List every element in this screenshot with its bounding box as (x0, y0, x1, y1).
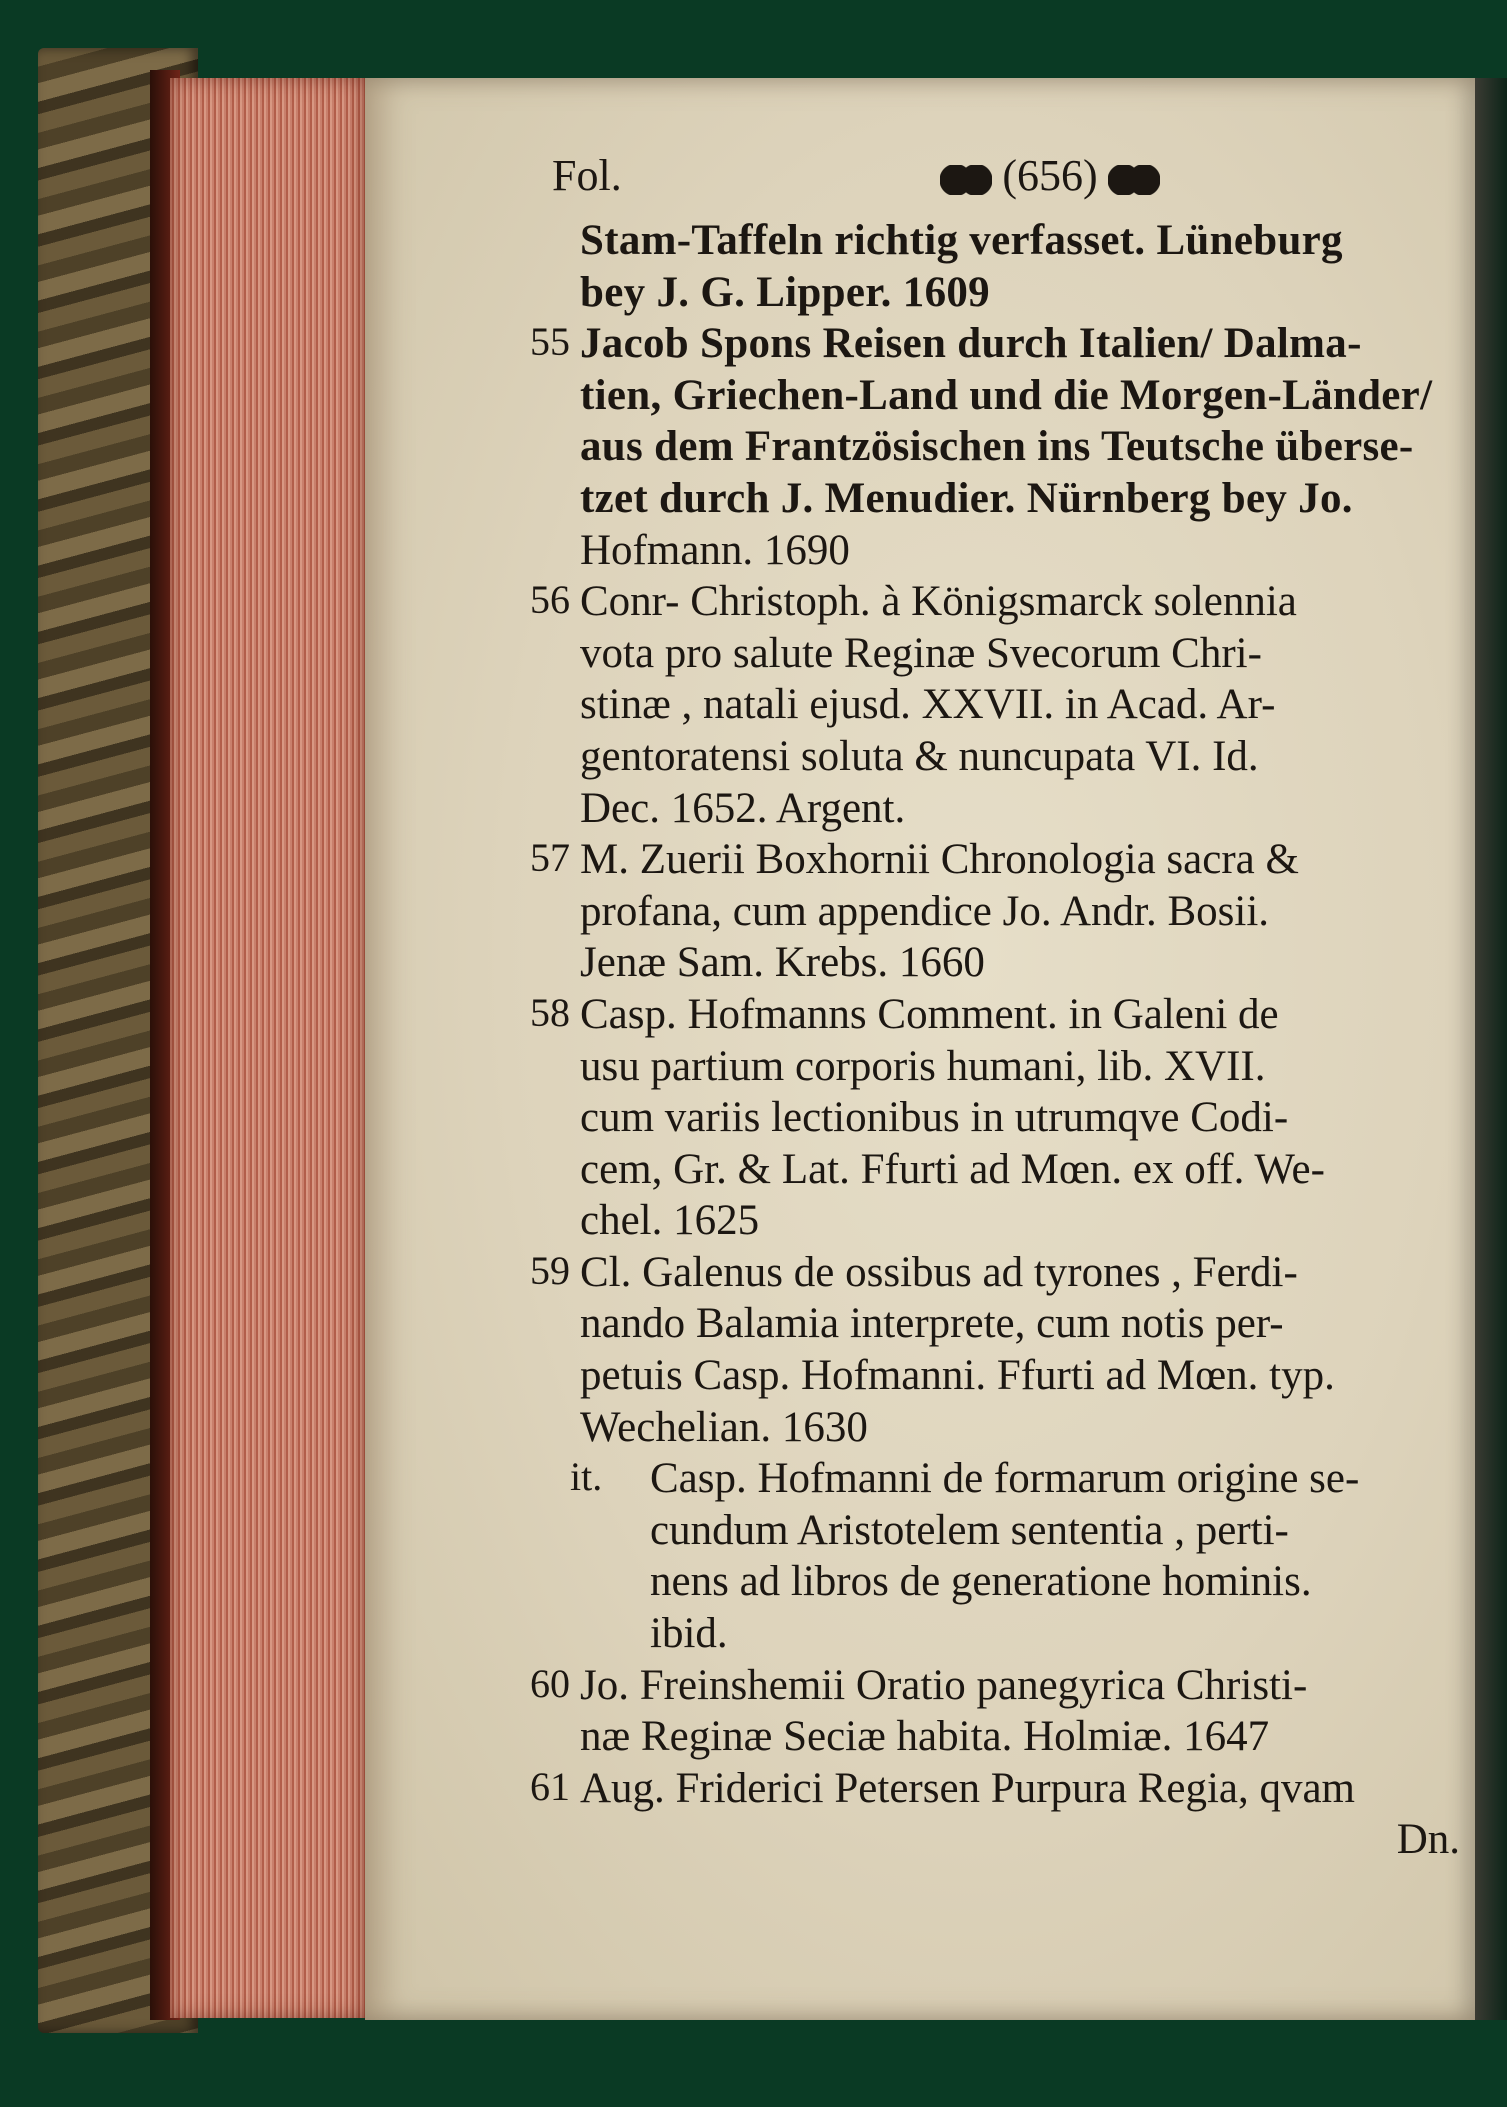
entry-line: cem, Gr. & Lat. Ffurti ad Mœn. ex off. We- (580, 1145, 1325, 1193)
entry-line: Hofmann. 1690 (580, 526, 850, 574)
entry-number: 60 (530, 1660, 570, 1706)
entry-line: Jacob Spons Reisen durch Italien/ Dalma- (580, 320, 1362, 368)
entry-line: profana, cum appendice Jo. Andr. Bosii. (580, 887, 1270, 935)
entry-number: it. (570, 1454, 603, 1500)
entry-number: 57 (530, 835, 570, 881)
entry-line: nando Balamia interprete, cum notis per- (580, 1300, 1284, 1348)
entry-line: Aug. Friderici Petersen Purpura Regia, qvam (580, 1764, 1356, 1812)
entry-line: usu partium corporis humani, lib. XVII. (580, 1042, 1266, 1090)
catalog-entry-continued (580, 215, 1480, 318)
catalog-entry-55 (530, 318, 1480, 576)
catalog-entry-58 (530, 989, 1480, 1247)
entry-line: Cl. Galenus de ossibus ad tyrones , Ferdi- (580, 1248, 1298, 1296)
catalog-text (530, 215, 1480, 1866)
entry-line: næ Reginæ Seciæ habita. Holmiæ. 1647 (580, 1713, 1270, 1761)
entry-line: ibid. (650, 1610, 728, 1658)
ornament-left-icon (940, 165, 992, 195)
entry-line: M. Zuerii Boxhornii Chronologia sacra & (580, 836, 1299, 884)
entry-line: petuis Casp. Hofmanni. Ffurti ad Mœn. typ. (580, 1352, 1335, 1400)
entry-number: 56 (530, 577, 570, 623)
entry-line: Conr- Christoph. à Königsmarck solennia (580, 578, 1297, 626)
catalog-entry-56 (530, 576, 1480, 834)
entry-line: Casp. Hofmanni de formarum origine se- (650, 1455, 1360, 1503)
entry-number: 55 (530, 319, 570, 365)
entry-number: 61 (530, 1763, 570, 1809)
catalog-entry-item (570, 1453, 1480, 1659)
catalog-entry-60 (530, 1660, 1480, 1763)
folio-label: Fol. (552, 151, 622, 200)
entry-number: 58 (530, 989, 570, 1035)
entry-line: nens ad libros de generatione hominis. (650, 1558, 1312, 1606)
running-header (0, 150, 1507, 210)
entry-line: bey J. G. Lipper. 1609 (580, 268, 990, 316)
entry-line: gentoratensi soluta & nuncupata VI. Id. (580, 732, 1259, 780)
page-number: (656) (1002, 151, 1098, 200)
entry-line: cundum Aristotelem sententia , perti- (650, 1506, 1289, 1554)
entry-line: stinæ , natali ejusd. XXVII. in Acad. Ar- (580, 681, 1276, 729)
entry-line: Stam-Taffeln richtig verfasset. Lüneburg (580, 217, 1343, 264)
catalog-entry-57 (530, 834, 1480, 989)
catchword: Dn. (1396, 1816, 1460, 1864)
page-edges (170, 78, 365, 2018)
entry-line: tien, Griechen-Land und die Morgen-Länder/ (580, 371, 1433, 419)
entry-number: 59 (530, 1247, 570, 1293)
entry-line: Jenæ Sam. Krebs. 1660 (580, 939, 985, 987)
entry-line: Casp. Hofmanns Comment. in Galeni de (580, 990, 1279, 1038)
entry-line: aus dem Frantzösischen ins Teutsche überse- (580, 423, 1414, 471)
page-number-group (900, 150, 1200, 201)
entry-line: Wechelian. 1630 (580, 1403, 868, 1451)
entry-line: Jo. Freinshemii Oratio panegyrica Christi- (580, 1661, 1308, 1709)
entry-line: Dec. 1652. Argent. (580, 784, 906, 832)
entry-line: vota pro salute Reginæ Svecorum Chri- (580, 629, 1262, 677)
entry-line: cum variis lectionibus in utrumqve Codi- (580, 1094, 1289, 1142)
catalog-entry-61 (530, 1763, 1480, 1866)
ornament-right-icon (1108, 165, 1160, 195)
entry-line: tzet durch J. Menudier. Nürnberg bey Jo. (580, 474, 1353, 522)
catalog-entry-59 (530, 1247, 1480, 1453)
entry-line: chel. 1625 (580, 1197, 760, 1245)
